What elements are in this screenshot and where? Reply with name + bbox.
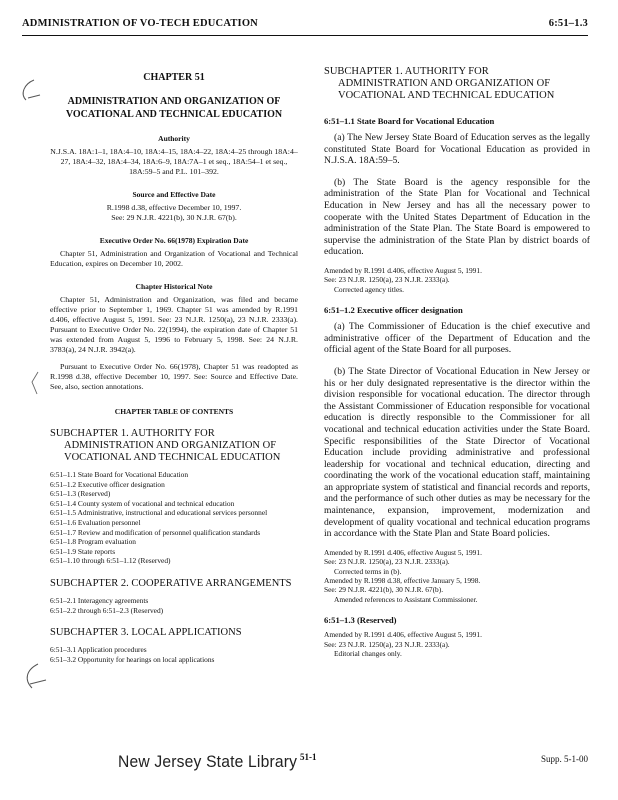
right-column [324,66,590,659]
toc-item: 6:51–1.4 County system of vocational and technical education [50,498,235,508]
executive-order-text: Chapter 51, Administration and Organization of Vocational and Technical Education, expires on December 10, 2002. [50,249,298,268]
chapter-number: CHAPTER 51 [143,72,205,83]
source-heading: Source and Effective Date [132,190,216,199]
library-stamp: New Jersey State Library [118,752,298,771]
note-line: See: 23 N.J.R. 1250(a), 23 N.J.R. 2333(a). [324,557,450,567]
toc-subchapter-heading: SUBCHAPTER 3. LOCAL APPLICATIONS [50,627,242,639]
note-line: See: 23 N.J.R. 1250(a), 23 N.J.R. 2333(a). [324,639,450,649]
margin-mark-icon [18,662,48,692]
toc-item: 6:51–1.8 Program evaluation [50,537,137,547]
page-number: 51-1 [300,752,317,762]
toc-subchapter-heading [50,428,298,464]
toc-item: 6:51–2.1 Interagency agreements [50,595,149,605]
toc-item: 6:51–1.1 State Board for Vocational Education [50,470,189,479]
toc-item: 6:51–1.6 Evaluation personnel [50,517,141,527]
header-title: ADMINISTRATION OF VO-TECH EDUCATION [22,18,258,29]
amendment-note [324,266,590,294]
note-line: See: 23 N.J.R. 1250(a), 23 N.J.R. 2333(a). [324,275,450,285]
note-line: Corrected terms in (b). [334,566,402,576]
source-line: R.1998 d.38, effective December 10, 1997. [106,203,242,212]
toc-subchapter-line: ADMINISTRATION AND ORGANIZATION OF VOCATIONAL AND TECHNICAL EDUCATION [64,440,281,463]
section-paragraph: (b) The State Board is the agency responsible for the administration of the State Plan for Vocational and Technical Education in New Jersey and has all the necessary power to cooperate with the United States Department of Education in the administration of the State Plan. The State Board is empowered to supervise the administration of the State Plan by district boards of education. [324,176,590,258]
header-section-number: 6:51–1.3 [548,18,588,29]
note-line: Editorial changes only. [334,649,402,659]
header-rule [22,35,588,36]
note-line: See: 29 N.J.R. 4221(b), 30 N.J.R. 67(b). [324,585,444,595]
amendment-note [324,548,590,604]
toc-item: 6:51–3.1 Application procedures [50,645,147,655]
toc-item: 6:51–2.2 through 6:51–2.3 (Reserved) [50,605,164,615]
toc-subchapter-line: SUBCHAPTER 1. AUTHORITY FOR [50,428,215,439]
section-paragraph: (a) The New Jersey State Board of Education serves as the legally constituted State Board for Vocational Education as provided in N.J.S.A. 18A:59–5. [324,132,590,167]
section-heading: 6:51–1.2 Executive officer designation [324,305,463,316]
note-line: Amended references to Assistant Commissioner. [334,594,478,604]
executive-order-heading: Executive Order No. 66(1978) Expiration Date [99,236,249,245]
authority-text: N.J.S.A. 18A:1–1, 18A:4–10, 18A:4–15, 18A:4–22, 18A:4–25 through 18A:4–27, 18A:4–32, 18A:4–34, 18A:6–9, 18A:7A–1 et seq., 18A:54–1 et seq., 18A:59–5 and P.L. 101–392. [50,147,298,176]
toc-subchapter-heading: SUBCHAPTER 2. COOPERATIVE ARRANGEMENTS [50,577,292,589]
note-line: Corrected agency titles. [334,284,404,294]
authority-heading: Authority [158,134,190,143]
toc-item: 6:51–1.9 State reports [50,546,116,556]
subchapter-heading [324,66,590,102]
toc-item: 6:51–1.7 Review and modification of personnel qualification standards [50,527,261,537]
toc-list [50,596,298,615]
toc-item: 6:51–1.10 through 6:51–1.12 (Reserved) [50,556,171,566]
section-heading: 6:51–1.1 State Board for Vocational Education [324,116,495,126]
left-column [50,60,298,664]
margin-mark-icon [16,78,42,104]
toc-item: 6:51–1.2 Executive officer designation [50,479,165,489]
section-paragraph: (b) The State Director of Vocational Education in New Jersey or his or her duly designated representative is the director within the division responsible for vocational education. The director through the Assistant Commissioner of Education responsible for vocational education is directly responsible to the Commissioner for all vocational and technical education activities under the State Board. Specific responsibilities of the State Director of Vocational Education include providing administrative and professional leadership for vocational and technical education, directing and coordinating the work of the vocational education staff, maintaining an appropriate system of statistical and financial records and reports, and the performance of such other duties as may be necessary for the maintenance, expansion, improvement, modernization and development of quality vocational and technical education programs in accordance with the State Plan and State Board policies. [324,365,590,540]
toc-item: 6:51–3.2 Opportunity for hearings on local applications [50,654,215,664]
note-line: Amended by R.1998 d.38, effective January 5, 1998. [324,576,481,586]
toc-heading: CHAPTER TABLE OF CONTENTS [114,407,234,416]
note-line: Amended by R.1991 d.406, effective August 5, 1991. [324,547,482,557]
subchapter-line: ADMINISTRATION AND ORGANIZATION OF VOCATIONAL AND TECHNICAL EDUCATION [338,78,555,101]
section-heading: 6:51–1.3 (Reserved) [324,615,397,626]
note-line: Amended by R.1991 d.406, effective August 5, 1991. [324,265,482,275]
section-paragraph: (a) The Commissioner of Education is the chief executive and administrative officer of the Department of Education and the official agent of the State Board for all purposes. [324,321,590,356]
toc-item: 6:51–1.3 (Reserved) [50,489,111,499]
toc-list [50,645,298,664]
historical-note-paragraph: Chapter 51, Administration and Organization, was filed and became effective prior to September 1, 1969. Chapter 51 was amended by R.1991 d.406, effective August 5, 1991. See: 23 N.J.R. 1250(a), 23 N.J.R. 2333(a). Pursuant to Executive Order No. 22(1994), the expiration date of Chapter 51 was extended from August 5, 1996 to February 5, 1998. See: 24 N.J.R. 3783(a), 24 N.J.R. 3942(a). [50,295,298,354]
supplement-date: Supp. 5-1-00 [541,754,588,764]
chapter-title: ADMINISTRATION AND ORGANIZATION OF VOCATIONAL AND TECHNICAL EDUCATION [65,96,283,120]
running-header [22,18,588,34]
margin-mark-icon [22,370,44,400]
historical-note-paragraph: Pursuant to Executive Order No. 66(1978), Chapter 51 was readopted as R.1998 d.38, effective December 10, 1997. See: Source and Effective Date. See, also, section annotations. [50,362,298,391]
note-line: Amended by R.1991 d.406, effective August 5, 1991. [324,630,482,640]
source-line: See: 29 N.J.R. 4221(b), 30 N.J.R. 67(b). [111,213,237,222]
subchapter-line: SUBCHAPTER 1. AUTHORITY FOR [324,66,489,77]
toc-list [50,470,298,566]
toc-item: 6:51–1.5 Administrative, instructional and educational services personnel [50,508,268,518]
historical-note-heading: Chapter Historical Note [135,282,213,291]
amendment-note [324,630,590,658]
